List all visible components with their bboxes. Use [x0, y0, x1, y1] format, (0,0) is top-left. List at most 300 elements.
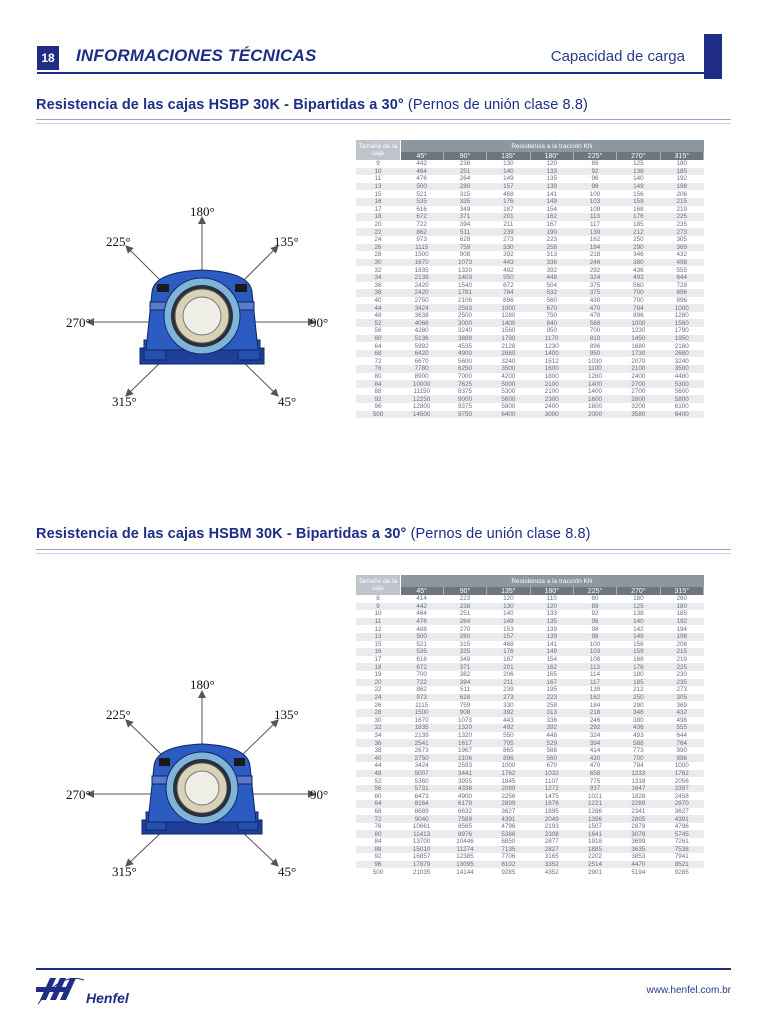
table-header-angle: 45°	[400, 152, 443, 160]
table-header-angle: 225°	[573, 152, 616, 160]
table-row	[356, 625, 704, 633]
table-cell-value: 11150	[413, 388, 430, 396]
table-cell-size: 24	[374, 236, 382, 244]
table-row	[356, 289, 704, 297]
table-cell-value: 394	[459, 221, 471, 229]
table-cell-value: 8689	[414, 807, 429, 815]
table-cell-value: 141	[546, 190, 557, 198]
table-cell-value: 4900	[458, 792, 473, 800]
table-cell-value: 211	[503, 221, 514, 229]
table-cell-value: 184	[573, 244, 616, 252]
table-row	[356, 335, 704, 343]
table-cell-value: 246	[589, 716, 601, 724]
table-cell-value: 908	[459, 251, 471, 259]
table-cell-value: 140	[503, 610, 514, 618]
section-rule	[36, 119, 731, 120]
table-cell-value: 149	[530, 648, 573, 656]
table-cell-value: 185	[660, 168, 703, 176]
table-cell-size: 500	[372, 868, 384, 876]
table-cell-value: 238	[459, 160, 471, 168]
table-cell-value: 369	[676, 701, 688, 709]
table-cell-value: 14500	[400, 411, 443, 419]
table-cell-value: 3240	[458, 327, 473, 335]
table-cell-value: 2100	[617, 365, 660, 373]
table-cell-value: 4352	[544, 868, 559, 876]
table-cell-value: 464	[416, 610, 427, 618]
table-cell-size: 80	[374, 372, 382, 380]
table-cell-value: 2256	[501, 792, 516, 800]
table-row	[356, 724, 704, 732]
table-cell-value: 2400	[631, 372, 646, 380]
table-cell-value: 500	[400, 633, 443, 641]
table-cell-value: 211	[487, 679, 530, 687]
table-cell-value: 371	[443, 663, 486, 671]
table-cell-value: 135	[530, 618, 573, 626]
table-cell-value: 2673	[414, 747, 429, 755]
table-cell-size: 22	[356, 228, 400, 236]
table-cell-value: 335	[443, 648, 486, 656]
table-cell-value: 12250	[400, 395, 443, 403]
table-cell-size: 28	[356, 709, 400, 717]
table-cell-value: 251	[443, 168, 486, 176]
table-cell-value: 16857	[412, 853, 431, 861]
table-cell-value: 700	[617, 754, 660, 762]
table-cell-value: 198	[660, 183, 703, 191]
table-cell-value: 764	[660, 739, 703, 747]
table-cell-value: 908	[443, 709, 486, 717]
table-cell-value: 167	[530, 679, 573, 687]
table-header-size: Tamaño de la caja	[356, 575, 400, 595]
table-cell-value: 140	[633, 175, 644, 183]
table-cell-value: 896	[487, 754, 530, 762]
table-cell-value: 176	[617, 663, 660, 671]
table-cell-value: 8976	[443, 830, 486, 838]
table-row	[356, 663, 704, 671]
table-cell-value: 700	[416, 671, 427, 679]
table-cell-value: 448	[530, 274, 573, 282]
table-cell-value: 382	[459, 671, 471, 679]
table-cell-value: 96	[591, 175, 599, 183]
table-cell-value: 162	[589, 236, 601, 244]
table-cell-value: 103	[573, 198, 616, 206]
table-cell-size: 88	[374, 388, 382, 396]
table-cell-size: 64	[356, 800, 400, 808]
table-cell-size: 84	[374, 838, 382, 846]
table-cell-value: 1233	[617, 770, 660, 778]
table-cell-value: 1286	[588, 807, 603, 815]
table-row	[356, 168, 704, 176]
table-cell-value: 616	[416, 205, 427, 213]
angle-label-135: 135°	[274, 234, 299, 249]
table-row	[356, 777, 704, 785]
table-cell-value: 476	[416, 175, 427, 183]
table-cell-value: 1781	[443, 289, 486, 297]
table-cell-value: 159	[617, 648, 660, 656]
table-cell-value: 2308	[530, 830, 573, 838]
table-cell-value: 5386	[487, 830, 530, 838]
table-cell-value: 3638	[414, 312, 429, 320]
table-cell-value: 430	[573, 754, 616, 762]
table-cell-value: 430	[589, 296, 601, 304]
table-cell-value: 560	[633, 281, 644, 289]
table-cell-value: 392	[546, 266, 557, 274]
table-row	[356, 319, 704, 327]
table-cell-value: 443	[503, 716, 514, 724]
page-title: INFORMACIONES TÉCNICAS	[76, 46, 317, 65]
table-row	[356, 183, 704, 191]
page-number: 18	[37, 46, 59, 70]
table-cell-value: 5194	[631, 868, 646, 876]
table-cell-value: 192	[676, 175, 688, 183]
table-row	[356, 815, 704, 823]
table-row	[356, 198, 704, 206]
table-row	[356, 357, 704, 365]
table-cell-value: 2070	[631, 357, 646, 365]
table-cell-value: 5731	[400, 785, 443, 793]
footer-divider	[36, 968, 731, 970]
table-cell-value: 432	[676, 251, 688, 259]
load-capacity-table-hsbp	[356, 140, 704, 418]
table-cell-value: 125	[633, 160, 644, 168]
table-cell-value: 4470	[617, 861, 660, 869]
table-cell-value: 273	[487, 694, 530, 702]
table-cell-value: 1641	[573, 830, 616, 838]
angle-label-45: 45°	[278, 394, 297, 409]
table-cell-value: 1272	[530, 785, 573, 793]
table-cell-value: 6179	[443, 800, 486, 808]
table-cell-value: 442	[416, 160, 427, 168]
table-cell-value: 644	[676, 731, 688, 739]
table-cell-value: 1500	[414, 251, 429, 259]
table-cell-value: 98	[573, 183, 616, 191]
table-cell-size: 32	[356, 724, 400, 732]
table-cell-value: 10446	[456, 838, 474, 846]
table-cell-value: 2700	[617, 380, 660, 388]
table-cell-value: 7261	[674, 838, 689, 846]
table-header-angle: 315°	[660, 587, 703, 595]
table-cell-value: 176	[487, 648, 530, 656]
table-cell-value: 1560	[501, 327, 516, 335]
table-row	[356, 297, 704, 305]
table-cell-value: 728	[676, 281, 688, 289]
table-cell-value: 108	[589, 656, 601, 664]
table-cell-value: 1230	[631, 327, 646, 335]
table-cell-size: 15	[374, 190, 382, 198]
table-cell-value: 13700	[412, 838, 431, 846]
table-cell-value: 290	[633, 701, 644, 709]
table-cell-value: 139	[573, 228, 616, 236]
table-cell-value: 700	[589, 327, 601, 335]
angle-label-135: 135°	[274, 707, 299, 722]
table-cell-value: 896	[660, 754, 703, 762]
table-cell-value: 5300	[501, 388, 516, 396]
table-cell-size: 38	[374, 747, 382, 755]
table-cell-value: 89	[573, 603, 616, 611]
table-cell-value: 1073	[443, 259, 486, 267]
table-cell-size: 36	[374, 281, 382, 289]
table-header-angle: 135°	[487, 587, 530, 595]
table-cell-size: 44	[356, 304, 400, 312]
table-cell-value: 2056	[674, 777, 689, 785]
table-cell-value: 98	[591, 625, 599, 633]
table-cell-value: 500	[400, 183, 443, 191]
table-cell-value: 1762	[487, 770, 530, 778]
table-cell-value: 1170	[530, 335, 573, 343]
table-cell-value: 722	[400, 679, 443, 687]
table-cell-value: 700	[617, 289, 660, 297]
table-cell-value: 464	[400, 168, 443, 176]
angle-label-225: 225°	[106, 707, 131, 722]
table-cell-value: 313	[546, 251, 557, 259]
table-cell-size: 96	[374, 403, 382, 411]
table-header-size: Tamaño de la caja	[356, 140, 400, 160]
table-cell-value: 168	[633, 205, 644, 213]
table-cell-value: 722	[416, 221, 427, 229]
table-cell-value: 140	[617, 618, 660, 626]
table-cell-value: 896	[589, 342, 601, 350]
table-cell-value: 2593	[458, 762, 473, 770]
table-cell-value: 521	[416, 640, 427, 648]
table-cell-value: 2458	[674, 792, 689, 800]
table-cell-size: 16	[356, 648, 400, 656]
table-cell-value: 4280	[414, 327, 429, 335]
table-cell-value: 5600	[487, 395, 530, 403]
table-cell-value: 139	[530, 183, 573, 191]
table-row	[356, 388, 704, 396]
table-cell-value: 187	[503, 205, 514, 213]
table-cell-value: 1000	[501, 762, 516, 770]
table-cell-value: 273	[660, 228, 703, 236]
table-cell-value: 2000	[573, 411, 616, 419]
table-row	[356, 648, 704, 656]
table-row	[356, 739, 704, 747]
table-cell-size: 17	[374, 205, 382, 213]
table-cell-value: 1845	[501, 777, 516, 785]
table-cell-value: 336	[546, 716, 557, 724]
table-cell-value: 670	[546, 762, 557, 770]
table-cell-value: 1800	[588, 403, 603, 411]
table-cell-value: 100	[589, 190, 601, 198]
table-cell-value: 1950	[660, 335, 703, 343]
table-cell-value: 139	[530, 633, 573, 641]
table-cell-value: 2901	[588, 868, 603, 876]
table-cell-value: 9375	[458, 403, 473, 411]
load-direction-diagram-hsbm	[62, 642, 342, 887]
table-cell-value: 1762	[660, 770, 703, 778]
table-cell-value: 251	[459, 610, 471, 618]
table-cell-size: 60	[374, 792, 382, 800]
table-cell-value: 392	[530, 724, 573, 732]
table-cell-value: 2100	[544, 388, 559, 396]
table-cell-value: 3078	[617, 830, 660, 838]
table-cell-value: 1115	[400, 244, 443, 252]
table-cell-size: 26	[374, 701, 382, 709]
table-row	[356, 221, 704, 229]
table-cell-value: 1617	[443, 739, 486, 747]
table-row	[356, 747, 704, 755]
table-cell-value: 3627	[501, 807, 516, 815]
table-row	[356, 312, 704, 320]
table-cell-value: 6400	[487, 411, 530, 419]
table-cell-value: 628	[443, 694, 486, 702]
pillow-block-housing	[140, 270, 264, 364]
table-cell-value: 2500	[458, 312, 473, 320]
table-cell-value: 950	[546, 327, 557, 335]
table-cell-value: 8102	[487, 861, 530, 869]
table-cell-size: 96	[356, 861, 400, 869]
table-cell-value: 2877	[544, 838, 559, 846]
table-cell-size: 10	[356, 168, 400, 176]
table-cell-value: 187	[503, 656, 514, 664]
table-cell-value: 185	[676, 610, 688, 618]
table-cell-value: 2089	[487, 785, 530, 793]
table-cell-value: 2139	[400, 274, 443, 282]
table-cell-value: 305	[660, 694, 703, 702]
table-cell-value: 3352	[530, 861, 573, 869]
table-cell-value: 1396	[573, 815, 616, 823]
table-cell-value: 3853	[631, 853, 646, 861]
table-cell-value: 1320	[458, 266, 473, 274]
table-cell-value: 436	[617, 724, 660, 732]
table-cell-value: 113	[573, 213, 616, 221]
table-cell-value: 89	[591, 160, 599, 168]
table-cell-value: 10000	[400, 380, 443, 388]
table-cell-value: 5992	[414, 342, 429, 350]
table-cell-size: 28	[374, 251, 382, 259]
table-cell-size: 48	[356, 770, 400, 778]
table-cell-value: 3424	[414, 762, 429, 770]
table-cell-value: 1835	[414, 266, 429, 274]
table-cell-value: 3500	[487, 365, 530, 373]
table-cell-value: 4796	[674, 823, 689, 831]
table-cell-value: 180	[633, 671, 644, 679]
table-cell-value: 616	[416, 656, 427, 664]
table-cell-size: 72	[356, 815, 400, 823]
table-cell-size: 76	[374, 823, 382, 831]
table-cell-value: 3955	[458, 777, 473, 785]
table-cell-value: 380	[633, 716, 644, 724]
table-cell-value: 149	[503, 175, 514, 183]
table-cell-value: 159	[617, 198, 660, 206]
table-cell-value: 3580	[617, 411, 660, 419]
table-cell-value: 1400	[573, 380, 616, 388]
table-cell-value: 238	[443, 603, 486, 611]
table-cell-value: 157	[487, 183, 530, 191]
table-header-angle: 180°	[530, 152, 573, 160]
table-cell-value: 2128	[501, 342, 516, 350]
table-cell-value: 218	[589, 251, 601, 259]
table-cell-value: 973	[416, 236, 427, 244]
table-cell-value: 2202	[588, 853, 603, 861]
henfel-logo-icon	[36, 970, 86, 1010]
table-cell-value: 2139	[414, 731, 429, 739]
table-row	[356, 175, 704, 183]
table-cell-value: 896	[660, 289, 703, 297]
table-cell-value: 162	[530, 213, 573, 221]
table-cell-value: 705	[487, 739, 530, 747]
table-cell-size: 16	[356, 198, 400, 206]
table-cell-value: 550	[503, 731, 514, 739]
table-cell-value: 478	[589, 312, 601, 320]
table-cell-value: 4535	[458, 342, 473, 350]
footer-url[interactable]: www.henfel.com.br	[646, 985, 731, 996]
table-row	[356, 411, 704, 419]
table-cell-value: 2106	[443, 754, 486, 762]
table-cell-value: 11274	[443, 846, 486, 854]
section-rule	[36, 549, 731, 550]
table-cell-value: 280	[443, 183, 486, 191]
table-header-angle: 90°	[443, 587, 486, 595]
table-cell-value: 560	[530, 754, 573, 762]
table-cell-value: 448	[546, 731, 557, 739]
section-title-hsbp	[36, 97, 588, 113]
table-cell-size: 19	[374, 671, 382, 679]
table-cell-value: 2400	[544, 403, 559, 411]
table-cell-value: 113	[573, 663, 616, 671]
table-cell-value: 142	[633, 625, 644, 633]
table-cell-value: 149	[617, 183, 660, 191]
table-cell-value: 950	[573, 350, 616, 358]
table-cell-size: 34	[356, 274, 400, 282]
table-header-angle: 270°	[617, 587, 660, 595]
table-cell-value: 498	[676, 716, 688, 724]
table-cell-value: 1000	[617, 319, 660, 327]
table-row	[356, 823, 704, 831]
table-cell-value: 8900	[414, 372, 429, 380]
table-cell-size: 64	[374, 342, 382, 350]
table-cell-value: 349	[459, 656, 471, 664]
table-cell-value: 6632	[458, 807, 473, 815]
table-cell-value: 3888	[443, 335, 486, 343]
table-cell-value: 492	[487, 724, 530, 732]
table-cell-value: 3500	[660, 365, 703, 373]
table-cell-value: 1790	[674, 327, 689, 335]
table-cell-value: 246	[573, 259, 616, 267]
table-cell-value: 2805	[617, 815, 660, 823]
table-cell-value: 206	[676, 190, 688, 198]
table-cell-value: 17879	[400, 861, 443, 869]
table-cell-value: 504	[546, 281, 557, 289]
table-cell-value: 120	[546, 160, 557, 168]
table-cell-value: 1400	[530, 350, 573, 358]
table-cell-value: 3424	[400, 304, 443, 312]
table-header-angle: 225°	[573, 587, 616, 595]
table-cell-value: 1320	[458, 731, 473, 739]
table-cell-value: 7625	[443, 380, 486, 388]
table-cell-value: 212	[633, 686, 644, 694]
table-cell-value: 13095	[443, 861, 486, 869]
section-title-main: Resistencia de las cajas HSBM 30K - Bipartidas a 30°	[36, 526, 407, 542]
table-cell-value: 9750	[443, 411, 486, 419]
table-cell-value: 1676	[530, 800, 573, 808]
table-cell-value: 775	[589, 777, 601, 785]
table-cell-value: 2680	[487, 350, 530, 358]
table-cell-size: 40	[356, 754, 400, 762]
table-cell-value: 140	[487, 168, 530, 176]
table-cell-value: 167	[546, 221, 557, 229]
table-cell-value: 264	[443, 618, 486, 626]
table-cell-value: 896	[503, 296, 514, 304]
table-cell-value: 157	[487, 633, 530, 641]
table-cell-value: 588	[617, 739, 660, 747]
table-cell-value: 3200	[631, 403, 646, 411]
table-cell-value: 6400	[660, 411, 703, 419]
table-cell-value: 108	[589, 205, 601, 213]
table-cell-size: 8	[376, 595, 380, 603]
table-cell-value: 4796	[501, 823, 516, 831]
table-cell-value: 212	[617, 228, 660, 236]
table-cell-value: 206	[503, 671, 514, 679]
